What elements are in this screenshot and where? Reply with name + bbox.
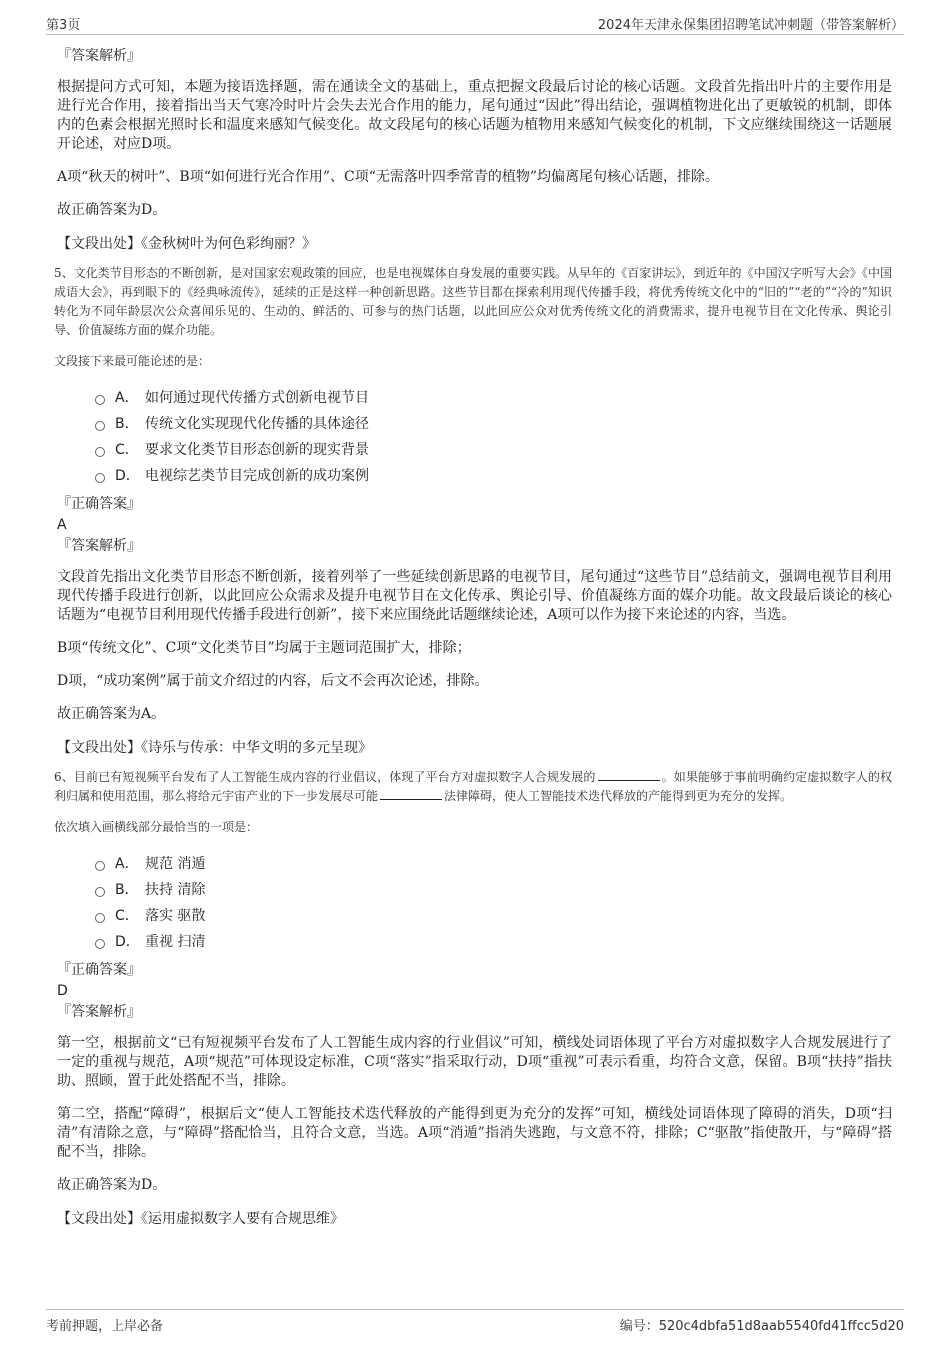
page-footer [46, 1309, 904, 1336]
option-text: 如何通过现代传播方式创新电视节目 [145, 390, 369, 406]
q5-source: 【文段出处】《诗乐与传承：中华文明的多元呈现》 [57, 740, 372, 756]
radio-icon[interactable] [95, 421, 105, 431]
option-letter: D． [115, 934, 140, 950]
q5-answer: A [57, 517, 67, 533]
q5-option-d[interactable] [95, 462, 892, 488]
q5-analysis-para-2: B项“传统文化”、C项“文化类节目”均属于主题词范围扩大，排除； [57, 640, 471, 656]
q5-answer-tag: 『正确答案』 [57, 496, 141, 512]
q5-analysis-para-4: 故正确答案为A。 [57, 706, 166, 722]
option-letter: A． [115, 390, 139, 406]
radio-icon[interactable] [95, 861, 105, 871]
radio-icon[interactable] [95, 395, 105, 405]
option-text: 扶持 清除 [145, 882, 206, 898]
radio-icon[interactable] [95, 447, 105, 457]
q6-answer-tag: 『正确答案』 [57, 962, 141, 978]
option-text: 落实 驱散 [145, 908, 206, 924]
q5-analysis-para-1: 文段首先指出文化类节目形态不断创新，接着列举了一些延续创新思路的电视节目，尾句通过“这些节目”总结前文，强调电视节目利用现代传播手段进行创新，以此回应公众需求及提升电视节目在文化传承、舆论引导、价值凝练方面的媒介功能。故文段最后谈论的核心话题为“电视节目利用现代传播手段进行创新”，接下来应围绕此话题继续论述，A项可以作为接下来论述的内容，当选。 [57, 569, 892, 623]
option-text: 要求文化类节目形态创新的现实背景 [145, 442, 369, 458]
q6-option-d[interactable] [95, 928, 892, 954]
option-text: 电视综艺类节目完成创新的成功案例 [145, 468, 369, 484]
q4-analysis-para-1: 根据提问方式可知，本题为接语选择题，需在通读全文的基础上，重点把握文段最后讨论的核心话题。文段首先指出叶片的主要作用是进行光合作用，接着指出当天气寒冷时叶片会失去光合作用的能力，尾句通过“因此”得出结论，强调植物进化出了更敏锐的机制，即体内的色素会根据光照时长和温度来感知气候变化。故文段尾句的核心话题为植物用来感知气候变化的机制，下文应继续围绕这一话题展开论述，对应D项。 [57, 79, 892, 152]
q6-answer: D [57, 983, 68, 999]
option-text: 重视 扫清 [145, 934, 206, 950]
footer-slogan: 考前押题，上岸必备 [46, 1319, 164, 1334]
q6-question-text [54, 768, 892, 806]
q4-source: 【文段出处】《金秋树叶为何色彩绚丽？》 [57, 236, 316, 252]
q4-analysis-para-3: 故正确答案为D。 [57, 202, 167, 218]
option-text: 传统文化实现现代化传播的具体途径 [145, 416, 369, 432]
q6-option-c[interactable] [95, 902, 892, 928]
q5-option-c[interactable] [95, 436, 892, 462]
document-body [54, 46, 892, 1239]
q6-option-a[interactable] [95, 850, 892, 876]
q6-text-part-3: 法律障碍，使人工智能技术迭代释放的产能得到更为充分的发挥。 [444, 789, 793, 803]
q4-analysis-para-2: A项“秋天的树叶”、B项“如何进行光合作用”、C项“无需落叶四季常青的植物”均偏离尾句核心话题，排除。 [57, 169, 720, 185]
radio-icon[interactable] [95, 913, 105, 923]
q5-analysis-tag: 『答案解析』 [57, 538, 141, 554]
q6-options [95, 850, 892, 954]
q5-analysis-para-3: D项，“成功案例”属于前文介绍过的内容，后文不会再次论述，排除。 [57, 673, 489, 689]
radio-icon[interactable] [95, 473, 105, 483]
q5-question-text: 5、文化类节目形态的不断创新，是对国家宏观政策的回应，也是电视媒体自身发展的重要实践。从早年的《百家讲坛》，到近年的《中国汉字听写大会》《中国成语大会》，再到眼下的《经典咏流传》，延续的正是这样一种创新思路。这些节目都在探索利用现代传播手段，将优秀传统文化中的“旧的”“老的”“冷的”知识转化为不同年龄层次公众喜闻乐见的、生动的、鲜活的、可参与的热门话题，以此回应公众对优秀传统文化的消费需求，提升电视节目在文化传承、舆论引导、价值凝练方面的媒介功能。 [54, 266, 892, 337]
q5-option-a[interactable] [95, 384, 892, 410]
q5-option-b[interactable] [95, 410, 892, 436]
option-letter: C． [115, 908, 139, 924]
q4-analysis-tag: 『答案解析』 [57, 48, 141, 64]
q6-analysis-tag: 『答案解析』 [57, 1004, 141, 1020]
option-letter: C． [115, 442, 139, 458]
q6-analysis-para-1: 第一空，根据前文“已有短视频平台发布了人工智能生成内容的行业倡议”可知，横线处词语体现了平台方对虚拟数字人合规发展进行了一定的重视与规范，A项“规范”可体现设定标准，C项“落实”指采取行动，D项“重视”可表示看重，均符合文意，保留。B项“扶持”指扶助、照顾，置于此处搭配不当，排除。 [57, 1035, 892, 1089]
radio-icon[interactable] [95, 939, 105, 949]
q5-prompt: 文段接下来最可能论述的是： [54, 354, 211, 368]
q6-text-part-2: 。如果能够于事前明确约定虚拟数字人的权利归属和使用范围，那么将给元宇宙产业的下一步发展尽可能 [54, 770, 892, 803]
q5-options [95, 384, 892, 488]
document-title: 2024年天津永保集团招聘笔试冲刺题（带答案解析） [597, 18, 904, 33]
q6-text-part-1: 6、目前已有短视频平台发布了人工智能生成内容的行业倡议，体现了平台方对虚拟数字人合规发展的 [54, 770, 596, 784]
option-letter: D． [115, 468, 140, 484]
option-text: 规范 消遁 [145, 856, 206, 872]
option-letter: A． [115, 856, 139, 872]
q6-analysis-para-3: 故正确答案为D。 [57, 1177, 167, 1193]
option-letter: B． [115, 882, 139, 898]
fill-blank-1 [598, 768, 660, 781]
document-id: 编号：520c4dbfa51d8aab5540fd41ffcc5d20 [619, 1319, 904, 1334]
fill-blank-2 [380, 787, 442, 800]
page-header [46, 14, 904, 35]
page-number: 第3页 [46, 18, 81, 33]
q6-analysis-para-2: 第二空，搭配“障碍”，根据后文“使人工智能技术迭代释放的产能得到更为充分的发挥”可知，横线处词语体现了障碍的消失，D项“扫清”有清除之意，与“障碍”搭配恰当，且符合文意，当选。A项“消遁”指消失逃跑，与文意不符，排除；C“驱散”指使散开，与“障碍”搭配不当，排除。 [57, 1106, 892, 1160]
q6-source: 【文段出处】《运用虚拟数字人要有合规思维》 [57, 1211, 344, 1227]
q6-option-b[interactable] [95, 876, 892, 902]
q6-prompt: 依次填入画横线部分最恰当的一项是： [54, 820, 259, 834]
option-letter: B． [115, 416, 139, 432]
radio-icon[interactable] [95, 887, 105, 897]
